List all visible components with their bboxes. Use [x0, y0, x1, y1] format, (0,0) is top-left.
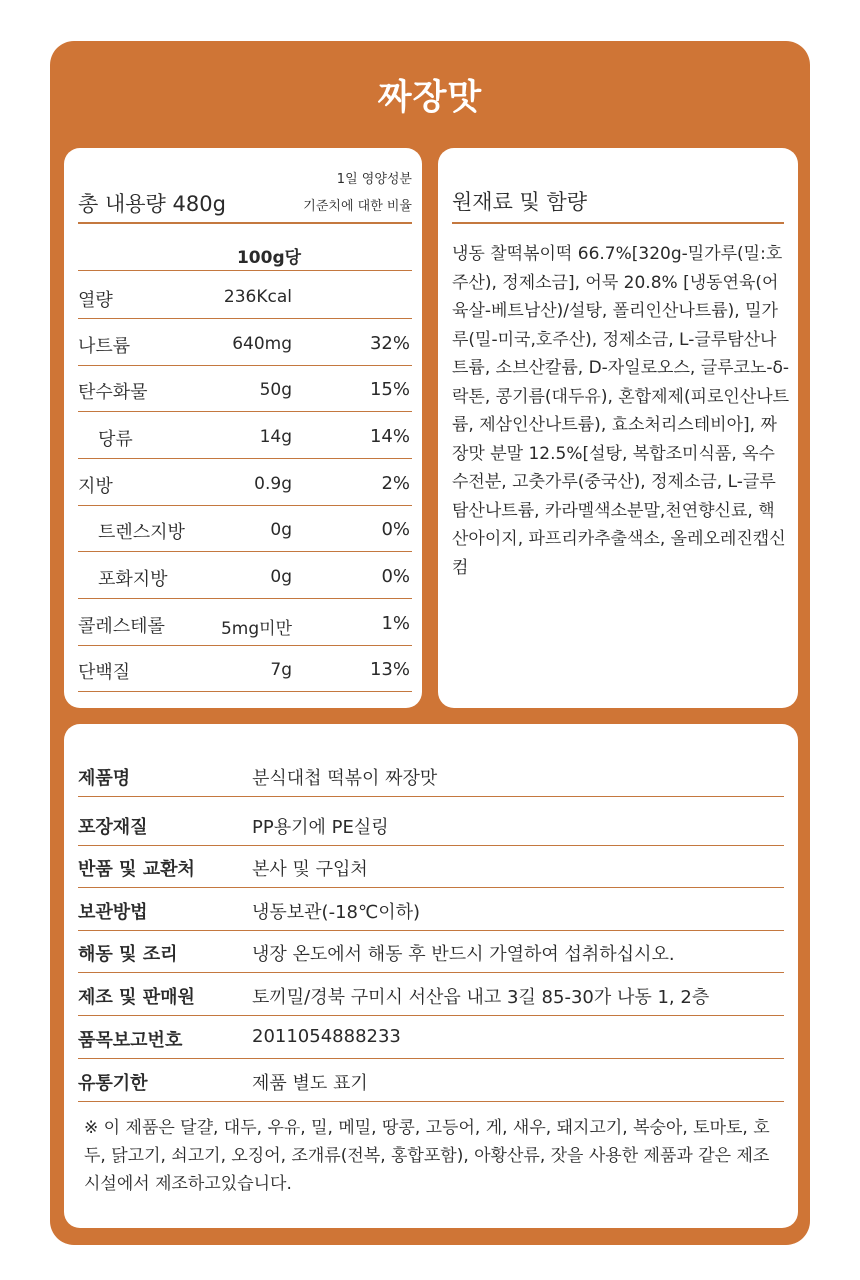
ingredients-title: 원재료 및 함량 — [452, 190, 588, 214]
divider — [78, 645, 412, 646]
nutrient-name: 탄수화물 — [78, 382, 148, 403]
nutrient-percent: 0% — [381, 566, 410, 587]
ingredients-card — [438, 148, 798, 708]
info-key: 보관방법 — [78, 902, 148, 923]
nutrient-amount: 236Kcal — [223, 287, 292, 307]
info-row-storage — [78, 888, 784, 931]
ingredients-header — [452, 162, 784, 224]
nutrient-percent: 2% — [381, 473, 410, 494]
nutrient-amount: 0.9g — [254, 474, 292, 494]
info-row-packaging — [78, 803, 784, 846]
info-key: 해동 및 조리 — [78, 944, 178, 965]
nutrient-name: 열량 — [78, 290, 113, 311]
info-key: 포장재질 — [78, 817, 148, 838]
divider — [78, 318, 412, 319]
nutrient-amount: 0g — [270, 567, 292, 587]
divider — [78, 551, 412, 552]
product-info-card — [64, 724, 798, 1228]
nutrient-name: 콜레스테롤 — [78, 616, 165, 637]
info-value: 2011054888233 — [252, 1026, 401, 1047]
nutrient-amount: 640mg — [232, 334, 292, 354]
nutrient-percent: 1% — [381, 613, 410, 634]
info-value: PP용기에 PE실링 — [252, 817, 389, 838]
nutrient-percent: 0% — [381, 519, 410, 540]
allergy-note: ※ 이 제품은 달걀, 대두, 우유, 밀, 메밀, 땅콩, 고등어, 게, 새우, 돼지고기, 복숭아, 토마토, 호두, 닭고기, 쇠고기, 오징어, 조개류(전복, 홍합포함), 아황산류, 잣을 사용한 제품과 같은 제조시설에서 제조하고있습니다. — [84, 1118, 770, 1194]
info-row-report-number — [78, 1016, 784, 1059]
nutrient-percent: 15% — [369, 379, 410, 400]
info-row-manufacturer — [78, 973, 784, 1016]
info-row-returns — [78, 845, 784, 888]
info-value: 토끼밀/경북 구미시 서산읍 내고 3길 85-30가 나동 1, 2층 — [252, 987, 710, 1008]
nutrient-name: 당류 — [98, 429, 133, 450]
info-key: 유통기한 — [78, 1073, 148, 1094]
daily-value-heading — [303, 166, 412, 220]
nutrient-name: 트렌스지방 — [98, 522, 185, 543]
info-value: 냉동보관(-18℃이하) — [252, 902, 420, 923]
nutrient-percent: 13% — [369, 659, 410, 680]
nutrient-percent: 14% — [369, 426, 410, 447]
nutrition-header — [78, 162, 412, 224]
info-key: 제품명 — [78, 768, 131, 789]
nutrient-amount: 14g — [259, 427, 292, 447]
nutrient-name: 나트륨 — [78, 336, 131, 357]
daily-value-line1: 1일 영양성분 — [336, 172, 412, 187]
info-value: 본사 및 구입처 — [252, 859, 368, 880]
divider — [78, 598, 412, 599]
total-content: 총 내용량 480g — [78, 192, 226, 216]
divider — [78, 411, 412, 412]
info-key: 품목보고번호 — [78, 1030, 183, 1051]
nutrient-name: 포화지방 — [98, 569, 168, 590]
divider — [78, 505, 412, 506]
info-value: 제품 별도 표기 — [252, 1073, 368, 1094]
info-key: 반품 및 교환처 — [78, 859, 195, 880]
divider — [78, 365, 412, 366]
info-row-cooking — [78, 930, 784, 973]
info-row-expiry — [78, 1059, 784, 1102]
nutrient-percent: 32% — [369, 333, 410, 354]
info-row-product-name — [78, 754, 784, 797]
nutrient-name: 단백질 — [78, 662, 131, 683]
ingredients-text: 냉동 찰떡볶이떡 66.7%[320g-밀가루(밀:호주산), 정제소금], 어묵 20.8% [냉동연육(어육살-베트남산)/설탕, 폴리인산나트륨), 밀가루(밀-미국,호주산), 정제소금, L-글루탐산나트륨, 소브산칼륨, D-자일로오스, 글루코노-δ-락톤, 콩기름(대두유), 혼합제제(피로인산나트륨, 제삼인산나트륨), 효소처리스테비아], 짜장맛 분말 12.5%[설탕, 복합조미식품, 옥수수전분, 고춧가루(중국산), 정제소금, L-글루탐산나트륨, 카라멜색소분말,천연향신료, 핵산아이지, 파프리카추출색소, 올레오레진캡신컴 — [452, 244, 790, 578]
info-value: 분식대첩 떡볶이 짜장맛 — [252, 768, 438, 789]
daily-value-line2: 기준치에 대한 비율 — [303, 199, 412, 214]
nutrition-card — [64, 148, 422, 708]
per-100g-label: 100g당 — [236, 248, 302, 268]
flavor-title: 짜장맛 — [377, 78, 483, 118]
nutrient-amount: 5mg미만 — [220, 619, 292, 639]
nutrient-amount: 0g — [270, 520, 292, 540]
nutrient-name: 지방 — [78, 476, 113, 497]
info-key: 제조 및 판매원 — [78, 987, 195, 1008]
divider — [78, 458, 412, 459]
divider — [78, 691, 412, 692]
info-value: 냉장 온도에서 해동 후 반드시 가열하여 섭취하십시오. — [252, 944, 675, 965]
nutrient-amount: 50g — [259, 380, 292, 400]
divider — [78, 270, 412, 271]
nutrient-amount: 7g — [270, 660, 292, 680]
